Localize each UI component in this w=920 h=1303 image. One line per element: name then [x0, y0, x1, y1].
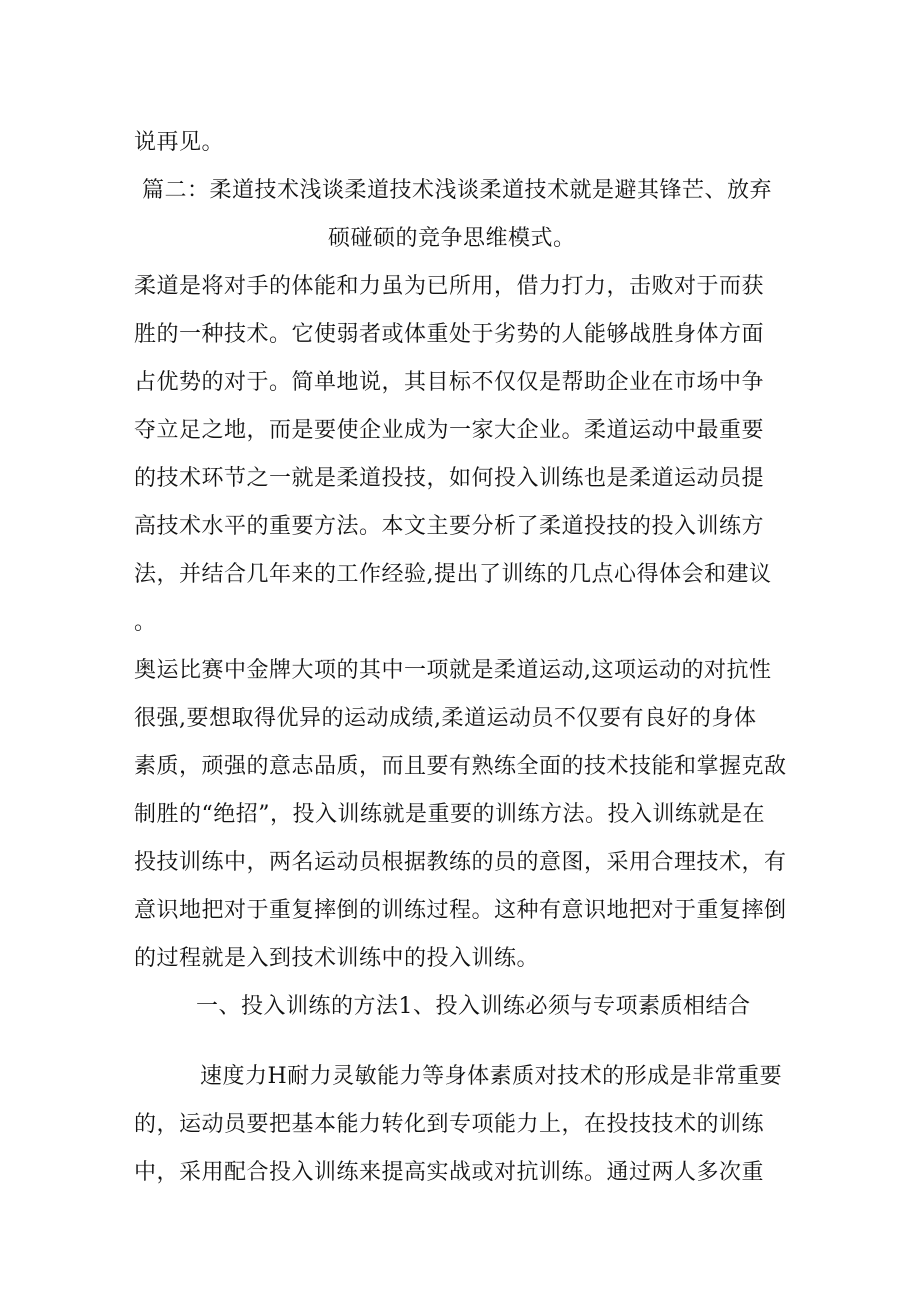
text-line: 中，采用配合投入训练来提高实战或对抗训练。通过两人多次重	[134, 1160, 765, 1185]
text-line: 的过程就是入到技术训练中的投入训练。	[134, 946, 540, 971]
text-line: 意识地把对于重复摔倒的训练过程。这种有意识地把对于重复摔倒	[134, 898, 787, 923]
text-line: 说再见。	[134, 130, 225, 155]
text-line: 奥运比赛中金牌大项的其中一项就是柔道运动,这项运动的对抗性	[134, 658, 772, 683]
text-line: 投技训练中，两名运动员根据教练的员的意图，采用合理技术，有	[134, 850, 787, 875]
text-line: 胜的一种技术。它使弱者或体重处于劣势的人能够战胜身体方面	[134, 322, 765, 347]
text-line: 很强,要想取得优异的运动成绩,柔道运动员不仅要有良好的身体	[134, 706, 757, 731]
text-line: 速度力H耐力灵敏能力等身体素质对技术的形成是非常重要	[200, 1064, 783, 1089]
text-line: 占优势的对于。简单地说，其目标不仅仅是帮助企业在市场中争	[134, 370, 765, 395]
text-line: 素质，顽强的意志品质，而且要有熟练全面的技术技能和掌握克敌	[134, 754, 787, 779]
text-line: 。	[134, 610, 157, 635]
subsection-heading: 一、投入训练的方法1、投入训练必须与专项素质相结合	[196, 994, 751, 1019]
text-line: 柔道是将对手的体能和力虽为已所用，借力打力，击败对于而获	[134, 274, 765, 299]
text-line: 的技术环节之一就是柔道投技，如何投入训练也是柔道运动员提	[134, 466, 765, 491]
text-line: 制胜的“绝招”，投入训练就是重要的训练方法。投入训练就是在	[134, 802, 765, 827]
section-heading-line: 硕碰硕的竞争思维模式。	[328, 226, 576, 251]
text-line: 夺立足之地，而是要使企业成为一家大企业。柔道运动中最重要	[134, 418, 765, 443]
section-heading-line: 篇二：柔道技术浅谈柔道技术浅谈柔道技术就是避其锋芒、放弃	[142, 178, 773, 203]
text-line: 的，运动员要把基本能力转化到专项能力上，在投技技术的训练	[134, 1112, 765, 1137]
text-line: 法，并结合几年来的工作经验,提出了训练的几点心得体会和建议	[134, 562, 772, 587]
text-line: 高技术水平的重要方法。本文主要分析了柔道投技的投入训练方	[134, 514, 765, 539]
